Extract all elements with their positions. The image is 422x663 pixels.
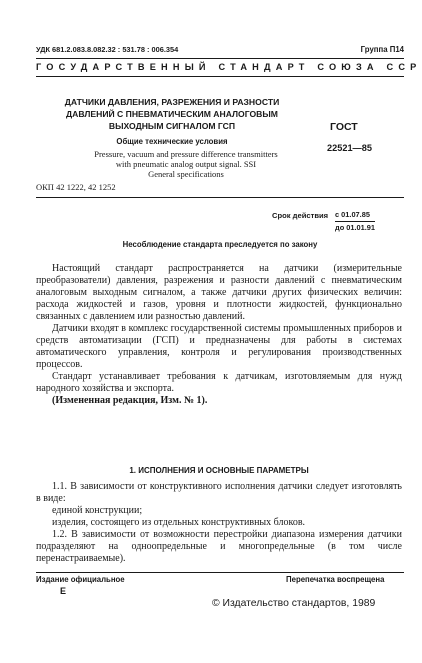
edition-letter: Е [60,586,67,596]
english-title-line: General specifications [148,169,224,179]
english-title-line: Pressure, vacuum and pressure difference transmitters [94,149,278,159]
state-standard-banner: ГОСУДАРСТВЕННЫЙ СТАНДАРТ СОЮЗА ССР [36,62,422,72]
official-edition-label: Издание официальное [36,575,125,584]
english-title [50,149,322,179]
validity-dates [335,209,375,234]
section-heading: 1. ИСПОЛНЕНИЯ И ОСНОВНЫЕ ПАРАМЕТРЫ [129,466,309,475]
paragraph: Настоящий стандарт распространяется на датчики (измерительные преобразователи) давления, разрежения и разности давлений с пневматическим аналоговым выходным сигналом, а также датчики других физических величин: расхода жидкостей и газов, уровня и плотности жидкостей, функционально связанных с давлением или разностью давлений. [36,263,402,322]
section-text [36,481,402,565]
title-line: ДАТЧИКИ ДАВЛЕНИЯ, РАЗРЕЖЕНИЯ И РАЗНОСТИ [64,97,280,107]
copyright: © Издательство стандартов, 1989 [212,598,376,609]
reprint-notice: Перепечатка воспрещена [286,575,385,584]
intro-text [36,263,402,407]
paragraph: 1.1. В зависимости от конструктивного исполнения датчики следует изготовлять в виде: [36,481,402,504]
paragraph: единой конструкции; [52,505,143,516]
udk-code: УДК 681.2.083.8.082.32 : 531.78 : 006.354 [36,45,179,54]
top-rule-2 [36,76,404,77]
bottom-rule [36,572,404,573]
gost-label: ГОСТ [330,121,358,133]
paragraph: Стандарт устанавливает требования к датчикам, изготовляемым для нужд народного хозяйства и экспорта. [36,371,402,394]
paragraph: Датчики входят в комплекс государственной системы промышленных приборов и средств автоматизации (ГСП) и предназначены для работы в системах автоматического управления, контроля и регулирования производственных процессов. [36,323,402,370]
gost-number: 22521—85 [327,143,372,153]
title-line: ВЫХОДНЫМ СИГНАЛОМ ГСП [108,121,236,131]
top-rule [36,58,404,59]
revision-note: (Измененная редакция, Изм. № 1). [52,395,208,406]
paragraph: изделия, состоящего из отдельных конструктивных блоков. [52,517,306,528]
validity-from: с 01.07.85 [335,210,370,219]
validity-label: Срок действия [272,211,329,220]
middle-rule [36,197,404,198]
title-line: ДАВЛЕНИЙ С ПНЕВМАТИЧЕСКИМ АНАЛОГОВЫМ [66,109,278,119]
document-title [36,96,308,132]
paragraph: 1.2. В зависимости от возможности перестройки диапазона измерения датчики подразделяют на одноопредельные и многопредельные (в том числе перенастраиваемые). [36,529,402,564]
noncompliance-notice: Несоблюдение стандарта преследуется по закону [122,240,318,249]
group-code: Группа П14 [360,45,404,54]
validity-to: до 01.01.91 [335,223,376,232]
english-title-line: with pneumatic analog output signal. SSI [115,159,257,169]
okp-code: ОКП 42 1222, 42 1252 [36,182,116,192]
document-subtitle: Общие технические условия [116,137,228,146]
